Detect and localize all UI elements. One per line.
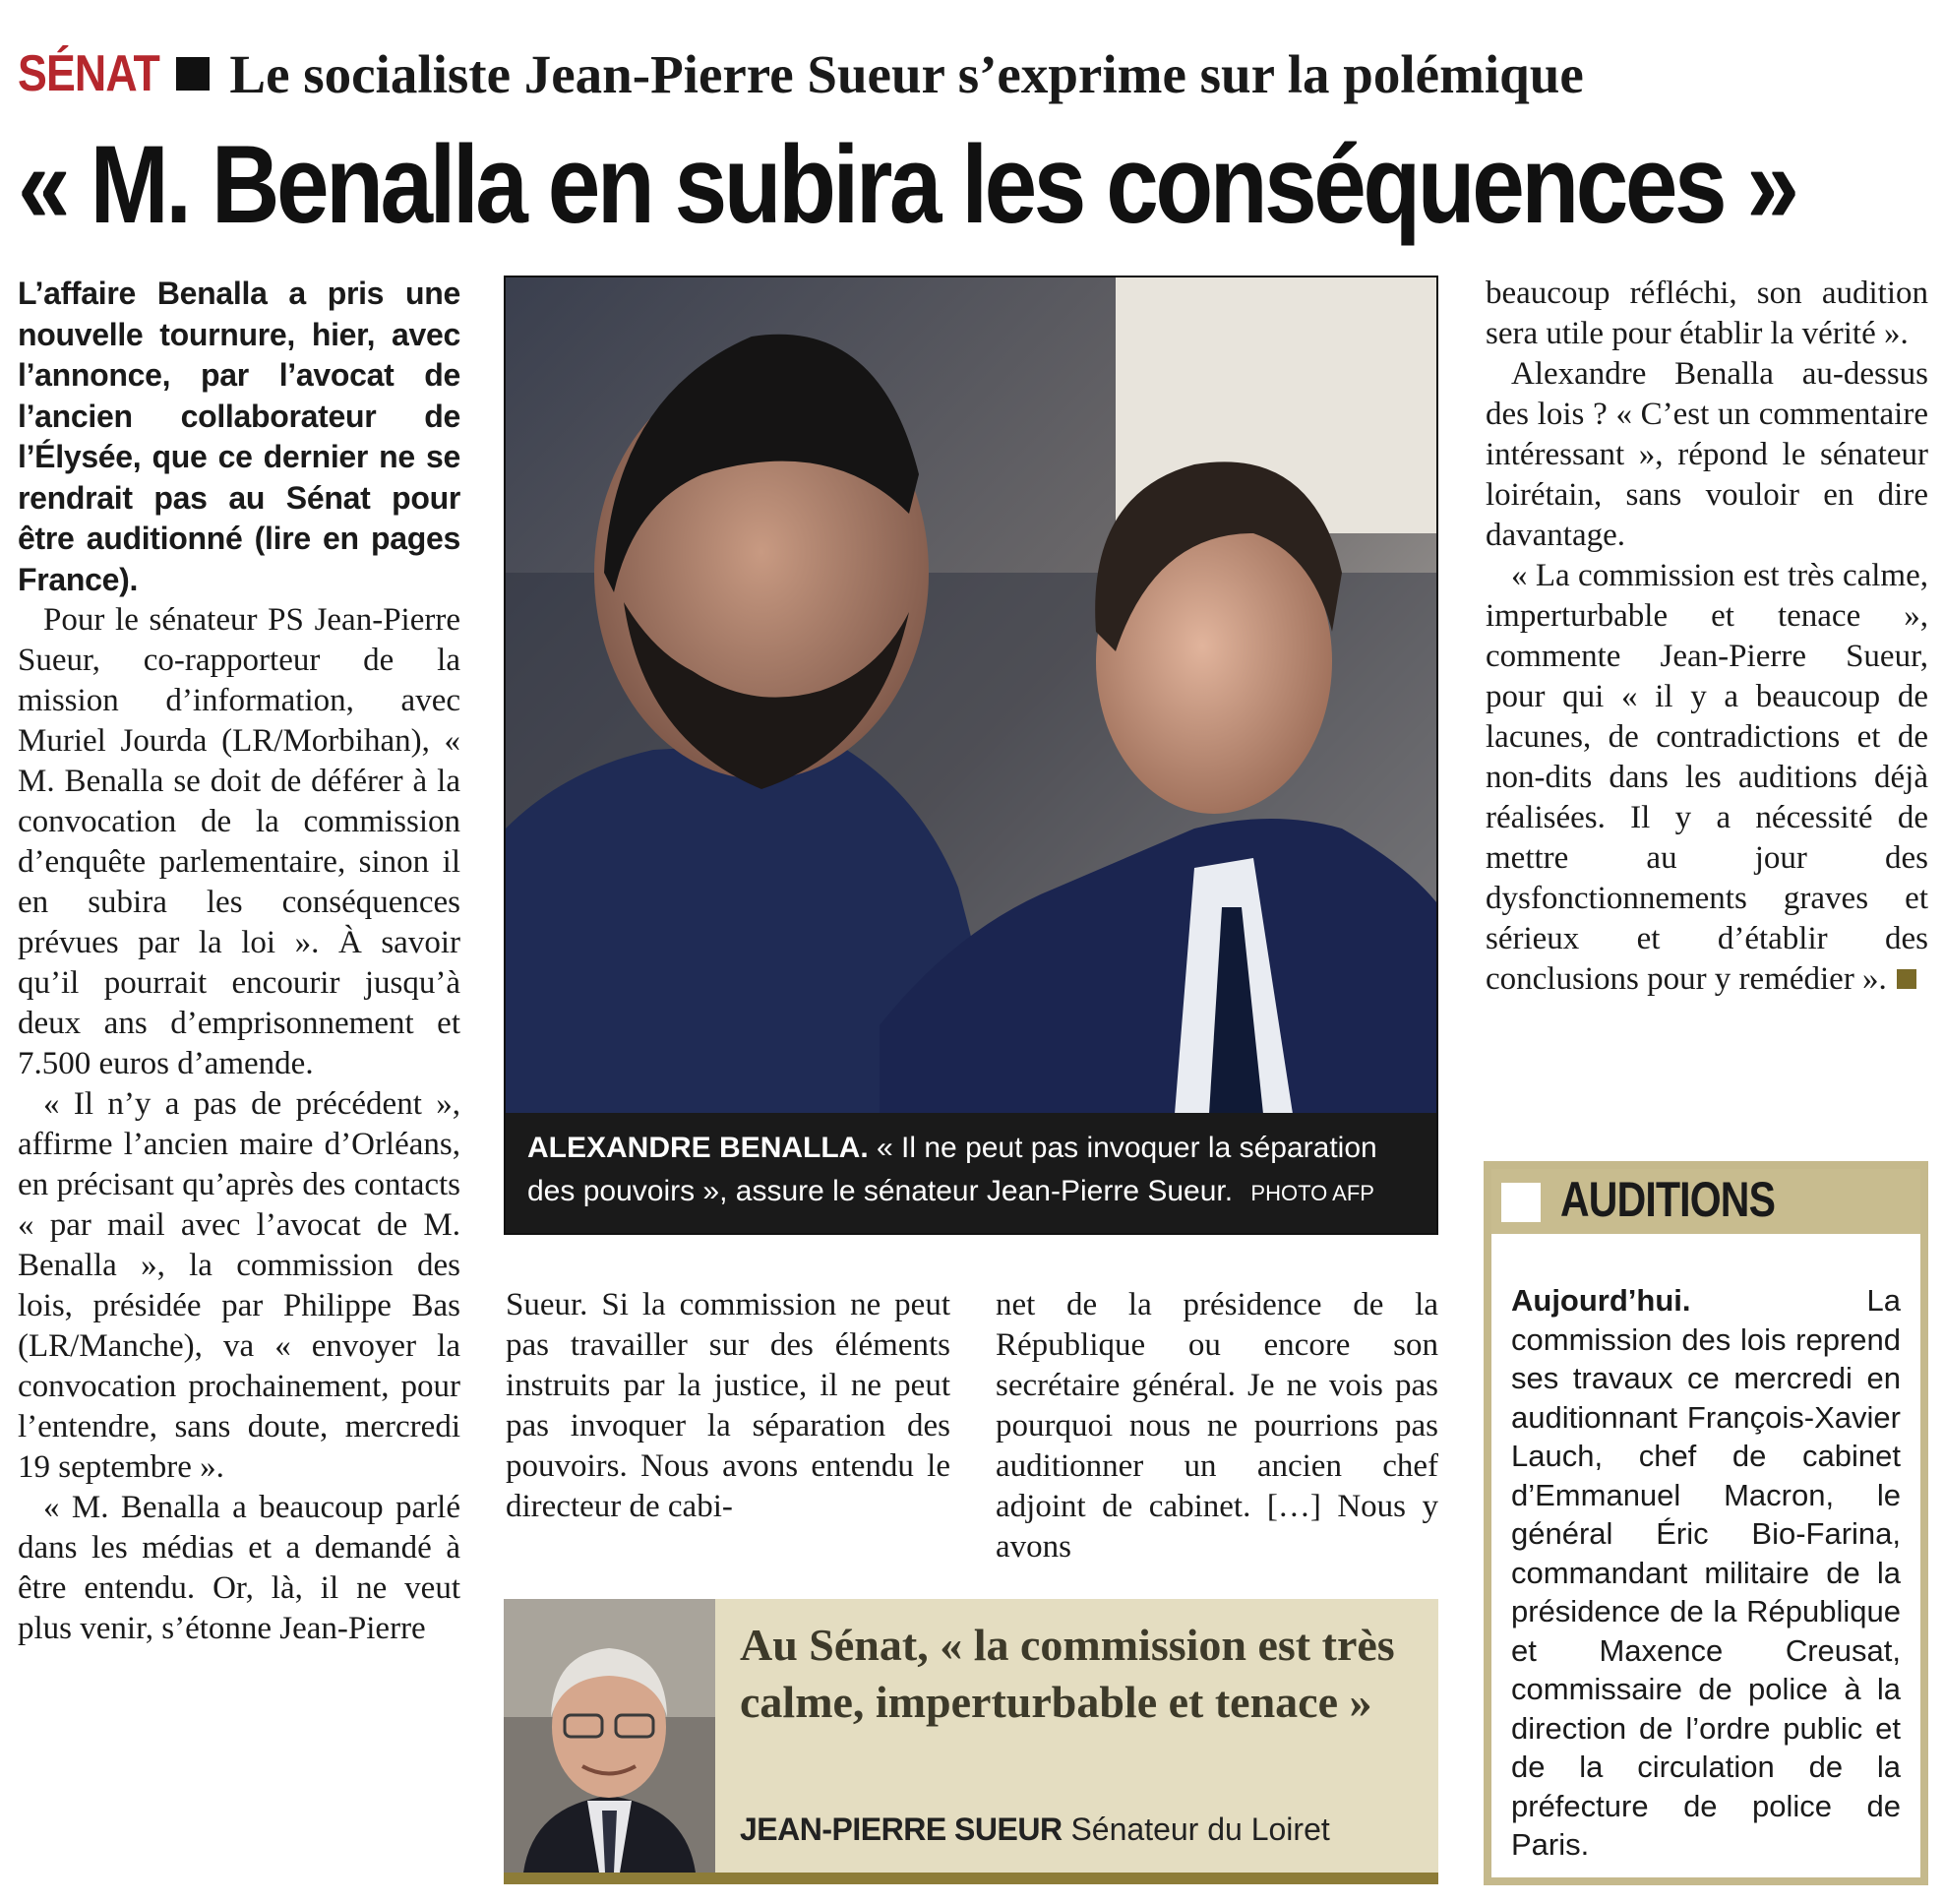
photo-illustration — [506, 277, 1438, 1235]
portrait-photo — [504, 1599, 715, 1873]
photo-credit: PHOTO AFP — [1250, 1181, 1374, 1205]
section-tag: SÉNAT — [18, 45, 159, 102]
separator-square-icon — [176, 57, 210, 91]
article-column-1 — [18, 274, 460, 1649]
sidebar-body — [1511, 1281, 1901, 1865]
article-column-2 — [506, 1285, 950, 1527]
article-paragraph: « Il n’y a pas de précédent », affirme l’ancien maire d’Orléans, en précisant qu’après des contacts « par mail avec l’avocat de M. Benalla », la commission des lois, présidée par Philippe Bas (LR/Manche), va « envoyer la convocation prochainement, pour l’entendre, sans doute, mercredi 19 septembre ». — [18, 1086, 460, 1485]
caption-name: ALEXANDRE BENALLA. — [527, 1132, 869, 1164]
end-of-article-icon — [1897, 969, 1916, 989]
pull-quote-text: Au Sénat, « la commission est très calme, imperturbable et tenace » — [740, 1620, 1395, 1727]
article-paragraph: Alexandre Benalla au-dessus des lois ? « C’est un commentaire intéressant », répond le sénateur loirétain, sans vouloir en dire davantage. — [1486, 356, 1928, 553]
article-column-3 — [996, 1285, 1438, 1567]
article-paragraph: net de la présidence de la République ou encore son secrétaire général. Je ne vois pas pourquoi nous ne pourrions pas auditionner un ancien chef adjoint de cabinet. […] Nous y avons — [996, 1287, 1438, 1565]
article-paragraph-text: « La commission est très calme, imperturbable et tenace », commente Jean-Pierre Sueur, pour qui « il y a beaucoup de lacunes, de contradictions et de non-dits dans les auditions déjà réalisées. Il y a nécessité de mettre au jour des dysfonctionnements graves et sérieux et d’établir des conclusions pour y remédier ». — [1486, 558, 1928, 997]
quote-author-name: JEAN-PIERRE SUEUR — [740, 1812, 1063, 1847]
kicker-text: Le socialiste Jean-Pierre Sueur s’exprime sur la polémique — [229, 43, 1584, 104]
article-chapo: L’affaire Benalla a pris une nouvelle tournure, hier, avec l’annonce, par l’avocat de l’ancien collaborateur de l’Élysée, que ce dernier ne se rendrait pas au Sénat pour être auditionné (lire en pages France). — [18, 276, 460, 597]
photo-caption — [506, 1113, 1436, 1233]
caption-text: « Il ne peut pas invoquer la séparation des pouvoirs », assure le sénateur Jean-Pierre Sueur. — [527, 1132, 1377, 1207]
sidebar-header — [1491, 1169, 1920, 1234]
article-paragraph-last — [1486, 556, 1928, 1000]
portrait-illustration — [504, 1599, 715, 1873]
pull-quote-author — [740, 1812, 1330, 1848]
pull-quote-box — [504, 1599, 1438, 1884]
sidebar-title: AUDITIONS — [1560, 1172, 1776, 1227]
article-column-4 — [1486, 274, 1928, 1000]
article-paragraph: Sueur. Si la commission ne peut pas travailler sur des éléments instruits par la justice, il ne peut pas invoquer la séparation des pouvoirs. Nous avons entendu le directeur de cabi- — [506, 1287, 950, 1524]
kicker-line — [18, 39, 1584, 108]
sidebar-lead: Aujourd’hui. — [1511, 1283, 1691, 1318]
article-paragraph: beaucoup réfléchi, son audition sera utile pour établir la vérité ». — [1486, 276, 1928, 351]
sidebar-square-icon — [1501, 1183, 1541, 1222]
headline: « M. Benalla en subira les conséquences » — [18, 123, 1796, 246]
sidebar-text: La commission des lois reprend ses travaux ce mercredi en auditionnant François-Xavier Lauch, chef de cabinet d’Emmanuel Macron, le général Éric Bio-Farina, commandant militaire de la présidence de la République et Maxence Creusat, commissaire de police à la direction de l’ordre public et de la circulation de la préfecture de police de Paris. — [1511, 1283, 1901, 1862]
article-photo — [504, 276, 1438, 1235]
auditions-sidebar — [1484, 1161, 1928, 1885]
article-paragraph: Pour le sénateur PS Jean-Pierre Sueur, co-rapporteur de la mission d’information, avec Muriel Jourda (LR/Morbihan), « M. Benalla se doit de déférer à la convocation de la commission d’enquête parlementaire, sinon il en subira les conséquences prévues par la loi ». À savoir qu’il pourrait encourir jusqu’à deux ans d’emprisonnement et 7.500 euros d’amende. — [18, 602, 460, 1081]
article-paragraph: « M. Benalla a beaucoup parlé dans les médias et a demandé à être entendu. Or, là, il ne veut plus venir, s’étonne Jean-Pierre — [18, 1490, 460, 1646]
quote-author-role: Sénateur du Loiret — [1070, 1812, 1330, 1847]
